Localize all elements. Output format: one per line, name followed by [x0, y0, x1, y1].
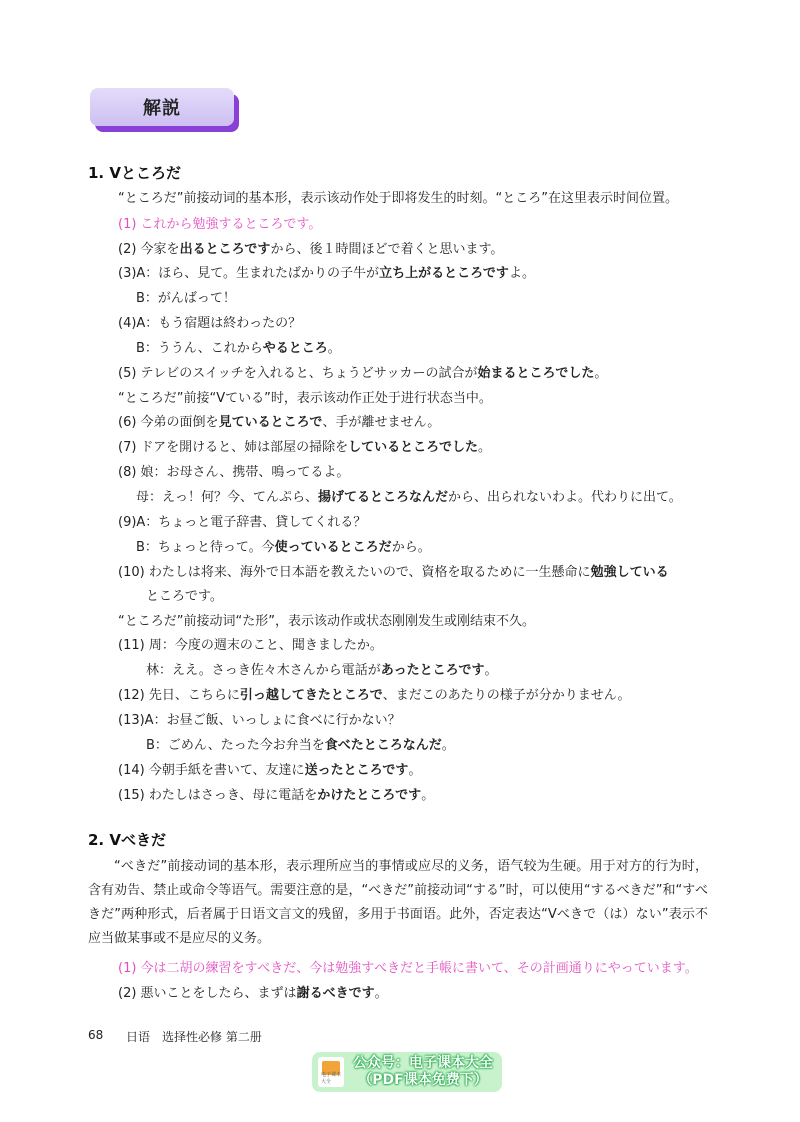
example-12: (12) 先日、こちらに引っ越してきたところで、まだこのあたりの様子が分かりません。 — [118, 688, 631, 703]
example-3a: (3)A：ほら、見て。生まれたばかりの子牛が立ち上がるところですよ。 — [118, 266, 535, 281]
example-3b: B：がんばって！ — [136, 291, 236, 306]
example-5: (5) テレビのスイッチを入れると、ちょうどサッカーの試合が始まるところでした。 — [118, 366, 608, 381]
badge-line-2: （PDF课本免费下） — [358, 1072, 488, 1088]
banner-title: 解説 — [143, 98, 181, 119]
example-11b: 林：ええ。さっき佐々木さんから電話があったところです。 — [146, 663, 498, 678]
example-13a: (13)A：お昼ご飯、いっしょに食べに行かない？ — [118, 713, 401, 728]
example-1: (1) これから勉強するところです。 — [118, 217, 322, 232]
badge-line-1: 公众号：电子课本大全 — [353, 1055, 493, 1071]
example-8a: (8) 娘：お母さん、携帯、鳴ってるよ。 — [118, 465, 350, 480]
section-banner — [90, 88, 234, 126]
example-14: (14) 今朝手紙を書いて、友達に送ったところです。 — [118, 763, 422, 778]
section-title-1: 1. Vところだ — [88, 164, 181, 182]
example-7: (7) ドアを開けると、姉は部屋の掃除をしているところでした。 — [118, 440, 492, 455]
intro-text-2: “ところだ”前接“Vている”时，表示该动作正处于进行状态当中。 — [118, 391, 492, 406]
example-9a: (9)A：ちょっと電子辞書、貸してくれる？ — [118, 515, 367, 530]
intro-text: “ところだ”前接动词的基本形，表示该动作处于即将发生的时刻。“ところ”在这里表示时间位置。 — [118, 191, 678, 206]
example-b2: (2) 悪いことをしたら、まずは謝るべきです。 — [118, 986, 388, 1001]
example-2: (2) 今家を出るところですから、後１時間ほどで着くと思います。 — [118, 242, 504, 257]
example-11a: (11) 周：今度の週末のこと、聞きましたか。 — [118, 638, 383, 653]
book-title: 日语 选择性必修 第二册 — [126, 1030, 262, 1044]
example-8b: 母：えっ！何？今、てんぷら、揚げてるところなんだから、出られないわよ。代わりに出て。 — [136, 490, 682, 505]
page-number: 68 — [88, 1028, 104, 1042]
watermark-badge — [312, 1052, 502, 1092]
book-icon: 电子课本大全 — [318, 1057, 344, 1087]
example-10b: ところです。 — [146, 589, 223, 604]
example-13b: B：ごめん、たった今お弁当を食べたところなんだ。 — [146, 738, 455, 753]
example-15: (15) わたしはさっき、母に電話をかけたところです。 — [118, 788, 435, 803]
example-6: (6) 今弟の面倒を見ているところで、手が離せません。 — [118, 415, 441, 430]
explanation-paragraph: “べきだ”前接动词的基本形，表示理所应当的事情或应尽的义务，语气较为生硬。用于对方的行为时，含有劝告、禁止或命令等语气。需要注意的是，“べきだ”前接动词“する”时，可以使用“するべきだ”和“すべきだ”两种形式，后者属于日语文言文的残留，多用于书面语。此外，否定表达“Vべきで（は）ない”表示不应当做某事或不是应尽的义务。 — [88, 859, 708, 946]
intro-text-3: “ところだ”前接动词“た形”，表示该动作或状态刚刚发生或刚结束不久。 — [118, 614, 535, 629]
example-4a: (4)A：もう宿題は終わったの？ — [118, 316, 302, 331]
example-4b: B：ううん、これからやるところ。 — [136, 341, 341, 356]
example-9b: B：ちょっと待って。今使っているところだから。 — [136, 540, 431, 555]
example-10a: (10) わたしは将来、海外で日本語を教えたいので、資格を取るために一生懸命に勉強している — [118, 565, 669, 580]
example-b1: (1) 今は二胡の練習をすべきだ、今は勉強すべきだと手帳に書いて、その計画通りにやっています。 — [118, 961, 698, 976]
section-title-2: 2. Vべきだ — [88, 831, 166, 849]
